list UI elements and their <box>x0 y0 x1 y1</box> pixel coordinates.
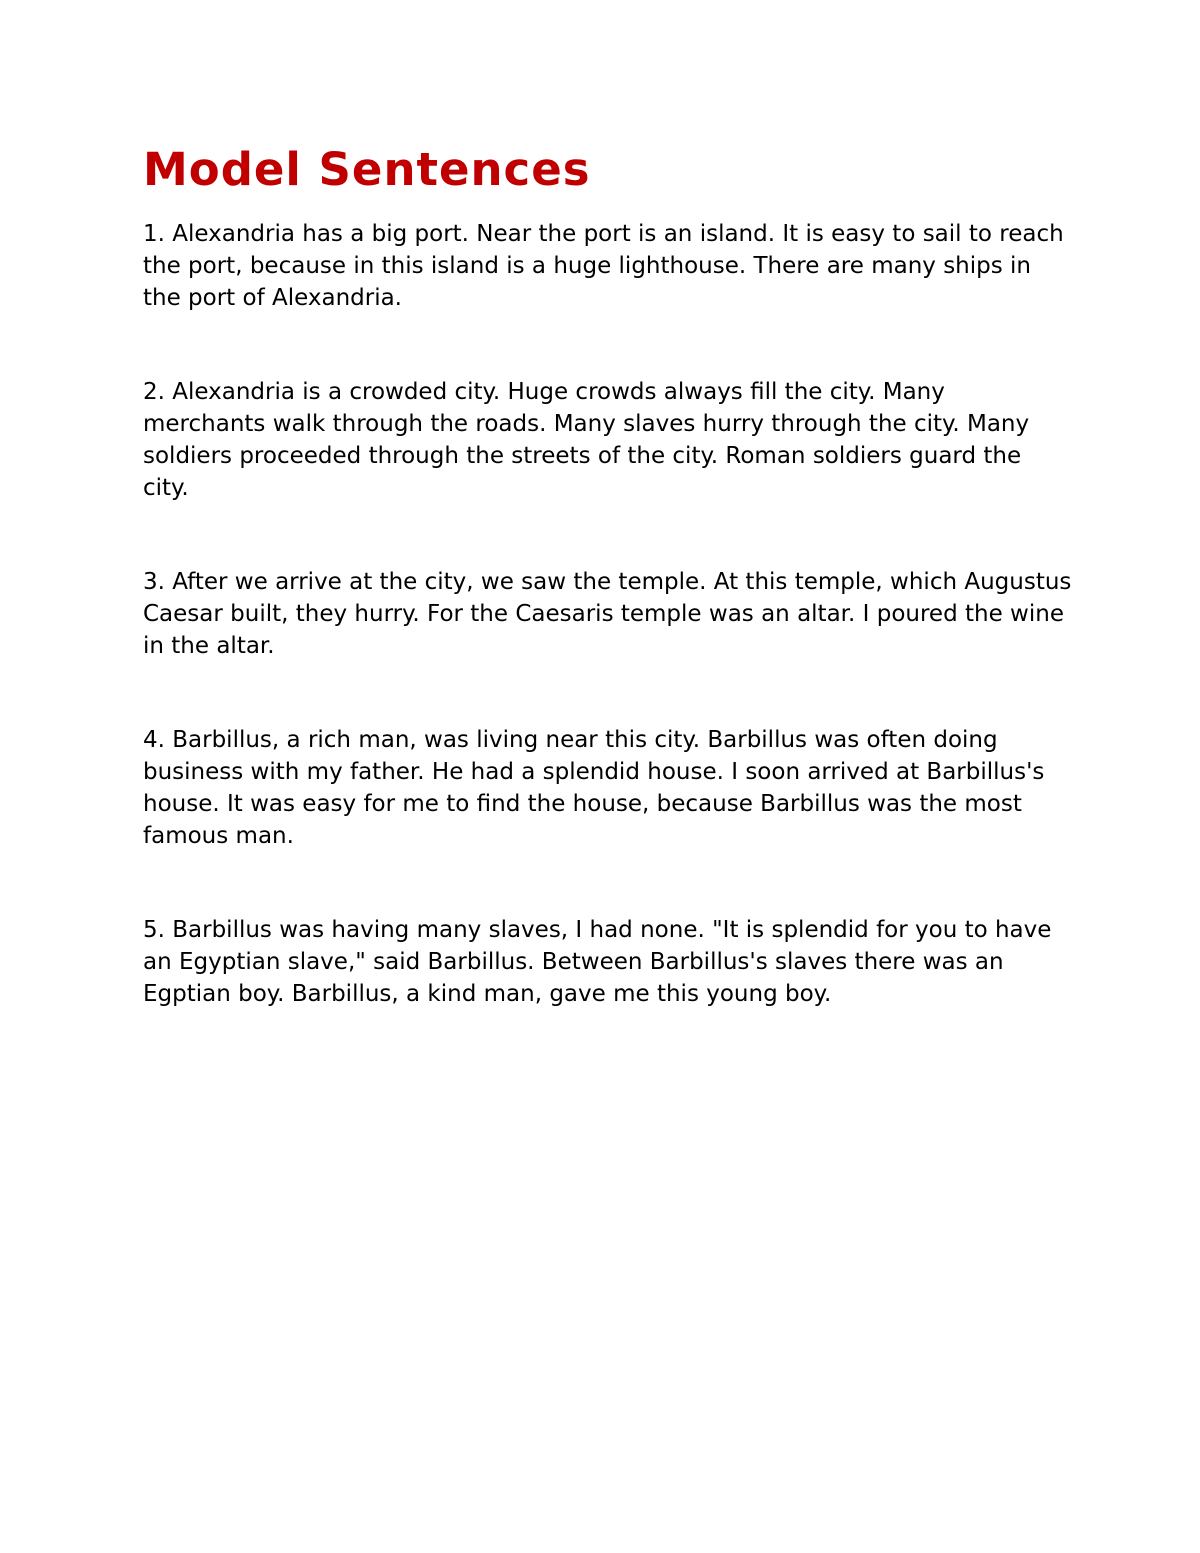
paragraph-3: 3. After we arrive at the city, we saw the temple. At this temple, which Augustus Caesar built, they hurry. For the Caesaris temple was an altar. I poured the wine in the altar. <box>143 569 1072 659</box>
paragraph-5: 5. Barbillus was having many slaves, I had none. "It is splendid for you to have an Egyptian slave," said Barbillus. Between Barbillus's slaves there was an Egptian boy. Barbillus, a kind man, gave me this young boy. <box>143 917 1052 1007</box>
paragraph-2: 2. Alexandria is a crowded city. Huge crowds always fill the city. Many merchants walk through the roads. Many slaves hurry through the city. Many soldiers proceeded through the streets of the city. Roman soldiers guard the city. <box>143 379 1030 501</box>
paragraph-1: 1. Alexandria has a big port. Near the port is an island. It is easy to sail to reach the port, because in this island is a huge lighthouse. There are many ships in the port of Alexandria. <box>143 221 1064 311</box>
document-content <box>143 140 1073 1010</box>
page-title: Model Sentences <box>143 143 591 196</box>
paragraph-4: 4. Barbillus, a rich man, was living near this city. Barbillus was often doing business with my father. He had a splendid house. I soon arrived at Barbillus's house. It was easy for me to find the house, because Barbillus was the most famous man. <box>143 727 1045 849</box>
